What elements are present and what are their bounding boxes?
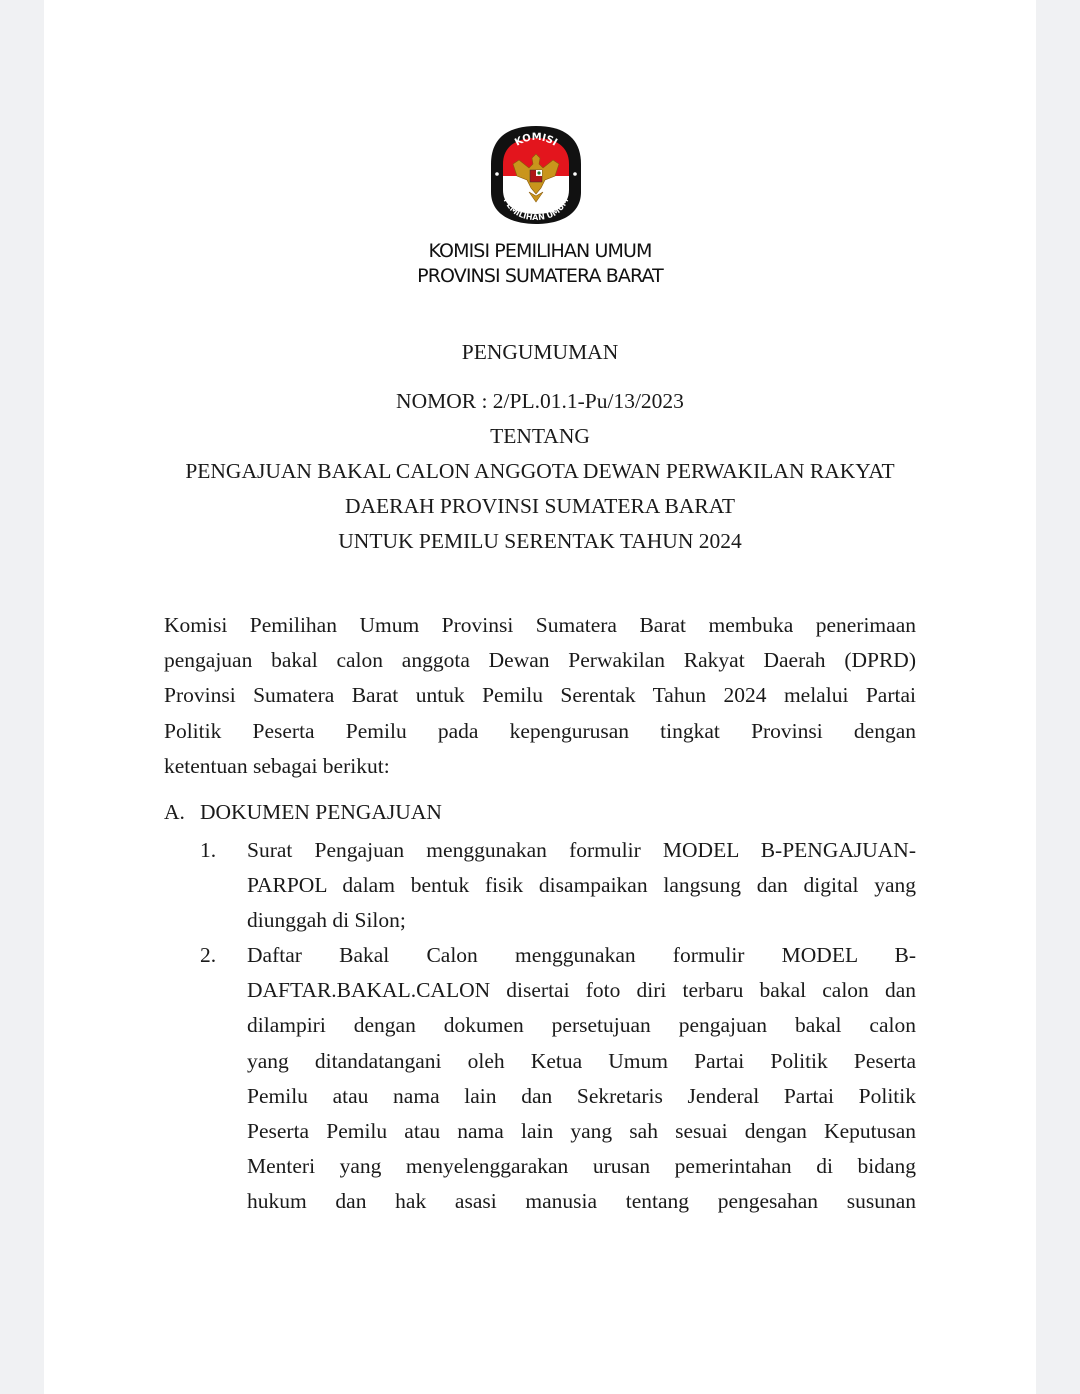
title-line: UNTUK PEMILU SERENTAK TAHUN 2024 (338, 529, 742, 553)
item-line: yang ditandatangani oleh Ketua Umum Partai Politik Peserta (247, 1048, 916, 1073)
item-number: 2. (200, 943, 217, 967)
section-letter: A. (164, 800, 185, 824)
item-line: Surat Pengajuan menggunakan formulir MODEL B-PENGAJUAN- (247, 838, 916, 862)
list-item (247, 833, 916, 939)
paragraph-line: Komisi Pemilihan Umum Provinsi Sumatera Barat membuka penerimaan (164, 613, 916, 637)
paragraph-line: ketentuan sebagai berikut: (164, 753, 390, 778)
section-heading (164, 800, 442, 825)
document-number: NOMOR : 2/PL.01.1-Pu/13/2023 (396, 389, 684, 413)
item-line: Menteri yang menyelenggarakan urusan pemerintahan di bidang (247, 1154, 916, 1179)
item-line: Pemilu atau nama lain dan Sekretaris Jenderal Partai Politik (247, 1083, 916, 1108)
paragraph-line: Provinsi Sumatera Barat untuk Pemilu Serentak Tahun 2024 melalui Partai (164, 683, 916, 708)
item-line: DAFTAR.BAKAL.CALON disertai foto diri terbaru bakal calon dan (247, 978, 916, 1003)
document-type: PENGUMUMAN (461, 340, 619, 364)
title-line: PENGAJUAN BAKAL CALON ANGGOTA DEWAN PERWAKILAN RAKYAT (185, 459, 895, 483)
list-item (247, 938, 916, 1220)
item-line: PARPOL dalam bentuk fisik disampaikan langsung dan digital yang (247, 873, 916, 898)
title-line: DAERAH PROVINSI SUMATERA BARAT (344, 494, 736, 518)
svg-text:KOMISI: KOMISI (513, 131, 559, 149)
item-line: diunggah di Silon; (247, 908, 406, 933)
kpu-logo-icon (489, 124, 583, 226)
paragraph-line: Politik Peserta Pemilu pada kepengurusan tingkat Provinsi dengan (164, 718, 916, 743)
svg-text:PEMILIHAN UMUM: PEMILIHAN UMUM (501, 196, 571, 223)
item-line: Daftar Bakal Calon menggunakan formulir MODEL B- (247, 943, 916, 967)
item-line: Peserta Pemilu atau nama lain yang sah sesuai dengan Keputusan (247, 1118, 916, 1143)
paragraph-line: pengajuan bakal calon anggota Dewan Perwakilan Rakyat Daerah (DPRD) (164, 648, 916, 673)
org-name-line2: PROVINSI SUMATERA BARAT (417, 265, 663, 287)
intro-paragraph (164, 608, 916, 784)
section-title: DOKUMEN PENGAJUAN (200, 800, 442, 824)
org-name-line1: KOMISI PEMILIHAN UMUM (428, 240, 652, 262)
item-line: dilampiri dengan dokumen persetujuan pengajuan bakal calon (247, 1013, 916, 1038)
item-line: hukum dan hak asasi manusia tentang pengesahan susunan (247, 1189, 916, 1214)
item-number: 1. (200, 838, 217, 862)
about-label: TENTANG (490, 424, 590, 448)
